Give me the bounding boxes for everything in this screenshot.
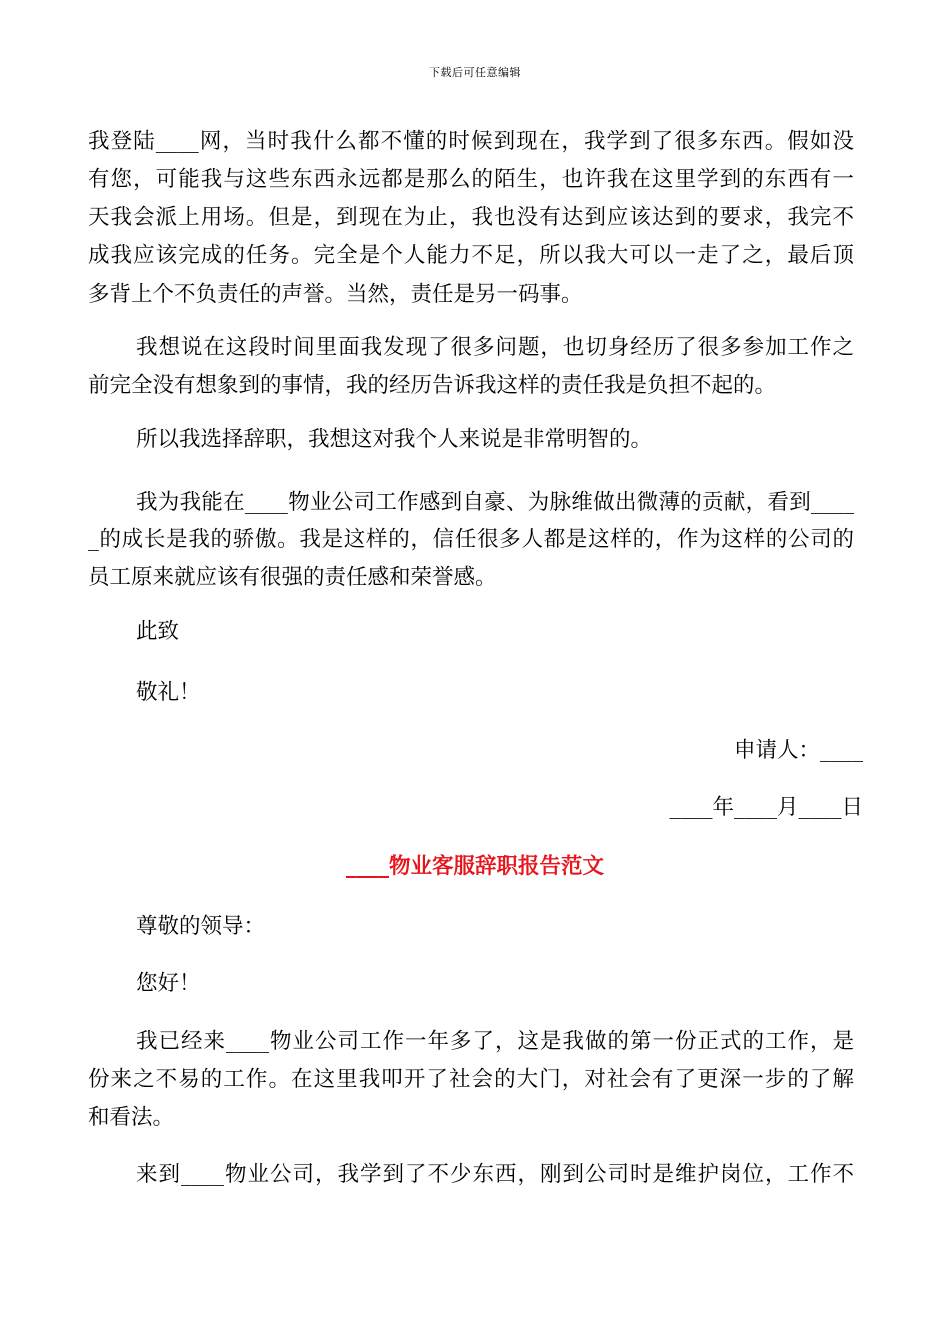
para5-line-2: 份来之不易的工作。在这里我叩开了社会的大门，对社会有了更深一步的了解	[88, 1067, 854, 1092]
closing-regards: 此致	[136, 619, 180, 644]
section-title: ____物业客服辞职报告范文	[345, 854, 604, 879]
closing-salute: 敬礼！	[136, 680, 201, 705]
para4-line-3: 员工原来就应该有很强的责任感和荣誉感。	[88, 565, 497, 590]
greeting: 您好！	[136, 971, 201, 996]
para1-line-1: 我登陆____网，当时我什么都不懂的时候到现在，我学到了很多东西。假如没	[88, 129, 854, 154]
para4-line-2: _的成长是我的骄傲。我是这样的，信任很多人都是这样的，作为这样的公司的	[88, 527, 854, 552]
para1-line-5: 多背上个不负责任的声誉。当然，责任是另一码事。	[88, 282, 583, 307]
para1-line-3: 天我会派上用场。但是，到现在为止，我也没有达到应该达到的要求，我完不	[88, 205, 854, 230]
para1-line-4: 成我应该完成的任务。完全是个人能力不足，所以我大可以一走了之，最后顶	[88, 243, 854, 268]
para2-line-1: 我想说在这段时间里面我发现了很多问题，也切身经历了很多参加工作之	[136, 335, 854, 360]
date-line: ____年____月____日	[669, 795, 863, 820]
para3-line-1: 所以我选择辞职，我想这对我个人来说是非常明智的。	[136, 427, 653, 452]
para5-line-3: 和看法。	[88, 1105, 175, 1130]
page-header: 下载后可任意编辑	[429, 66, 521, 79]
salutation: 尊敬的领导：	[136, 914, 266, 939]
para5-line-1: 我已经来____物业公司工作一年多了，这是我做的第一份正式的工作，是	[136, 1029, 854, 1054]
para4-line-1: 我为我能在____物业公司工作感到自豪、为脉维做出微薄的贡献，看到____	[136, 490, 854, 515]
applicant-line: 申请人：____	[733, 738, 863, 763]
para2-line-2: 前完全没有想象到的事情，我的经历告诉我这样的责任我是负担不起的。	[88, 373, 777, 398]
para6-line-1: 来到____物业公司，我学到了不少东西，刚到公司时是维护岗位，工作不	[136, 1162, 854, 1187]
para1-line-2: 有您，可能我与这些东西永远都是那么的陌生，也许我在这里学到的东西有一	[88, 167, 854, 192]
